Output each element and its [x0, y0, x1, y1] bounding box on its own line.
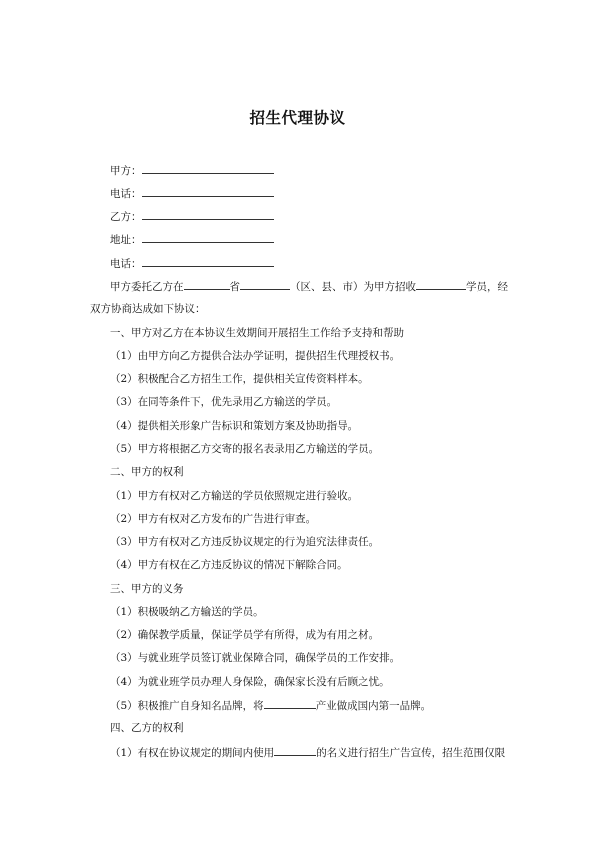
field-label: 电话：: [110, 258, 142, 270]
list-item: （4）提供相关形象广告标识和策划方案及协助指导。: [110, 420, 359, 432]
section-heading-2: 二、甲方的权利: [110, 466, 184, 478]
blank-students: [416, 279, 466, 290]
field-blank: [142, 209, 274, 220]
list-item: （1）甲方有权对乙方输送的学员依照规定进行验收。: [110, 490, 359, 502]
intro-text-1: 甲方委托乙方在 省 （区、县、市）为甲方招收 学员，经: [110, 281, 508, 293]
intro-paragraph-line2: 双方协商达成如下协议：: [90, 303, 206, 315]
intro-paragraph-line1: [110, 279, 508, 294]
field-address: [110, 232, 274, 247]
section-heading-1: 一、甲方对乙方在本协议生效期间开展招生工作给予支持和帮助: [110, 327, 404, 339]
section-heading-3: 三、甲方的义务: [110, 583, 184, 595]
list-item: （1）有权在协议规定的期间内使用 的名义进行招生广告宣传，招生范围仅限: [110, 747, 506, 759]
document-title: 招生代理协议: [249, 109, 346, 127]
list-item: （2）积极配合乙方招生工作，提供相关宣传资料样本。: [110, 373, 369, 385]
list-item: （2）甲方有权对乙方发布的广告进行审查。: [110, 513, 317, 525]
list-item: （3）与就业班学员签订就业保障合同，确保学员的工作安排。: [110, 652, 401, 664]
list-item: （5）积极推广自身知名品牌，将 产业做成国内第一品牌。: [110, 700, 432, 712]
section-heading-4: 四、乙方的权利: [110, 722, 184, 734]
field-label: 地址：: [110, 234, 142, 246]
list-item: （2）确保教学质量，保证学员学有所得，成为有用之材。: [110, 629, 380, 641]
list-item: （5）甲方将根据乙方交寄的报名表录用乙方输送的学员。: [110, 443, 380, 455]
field-label: 乙方：: [110, 211, 142, 223]
field-blank: [142, 163, 274, 174]
blank-industry: [264, 698, 316, 709]
field-party-b: [110, 209, 274, 224]
list-item: （1）由甲方向乙方提供合法办学证明，提供招生代理授权书。: [110, 350, 401, 362]
field-phone-a: [110, 186, 274, 201]
list-item: （4）为就业班学员办理人身保险，确保家长没有后顾之忧。: [110, 676, 390, 688]
blank-province: [184, 279, 230, 290]
field-label: 甲方：: [110, 165, 142, 177]
field-blank: [142, 256, 274, 267]
list-item: （1）积极吸纳乙方输送的学员。: [110, 606, 264, 618]
field-blank: [142, 186, 274, 197]
field-party-a: [110, 163, 274, 178]
list-item: （4）甲方有权在乙方违反协议的情况下解除合同。: [110, 559, 348, 571]
list-item: （3）甲方有权对乙方违反协议规定的行为追究法律责任。: [110, 536, 380, 548]
field-label: 电话：: [110, 188, 142, 200]
field-phone-b: [110, 256, 274, 271]
field-blank: [142, 232, 274, 243]
blank-name: [274, 745, 316, 756]
list-item: （3）在同等条件下，优先录用乙方输送的学员。: [110, 396, 338, 408]
blank-district: [240, 279, 290, 290]
